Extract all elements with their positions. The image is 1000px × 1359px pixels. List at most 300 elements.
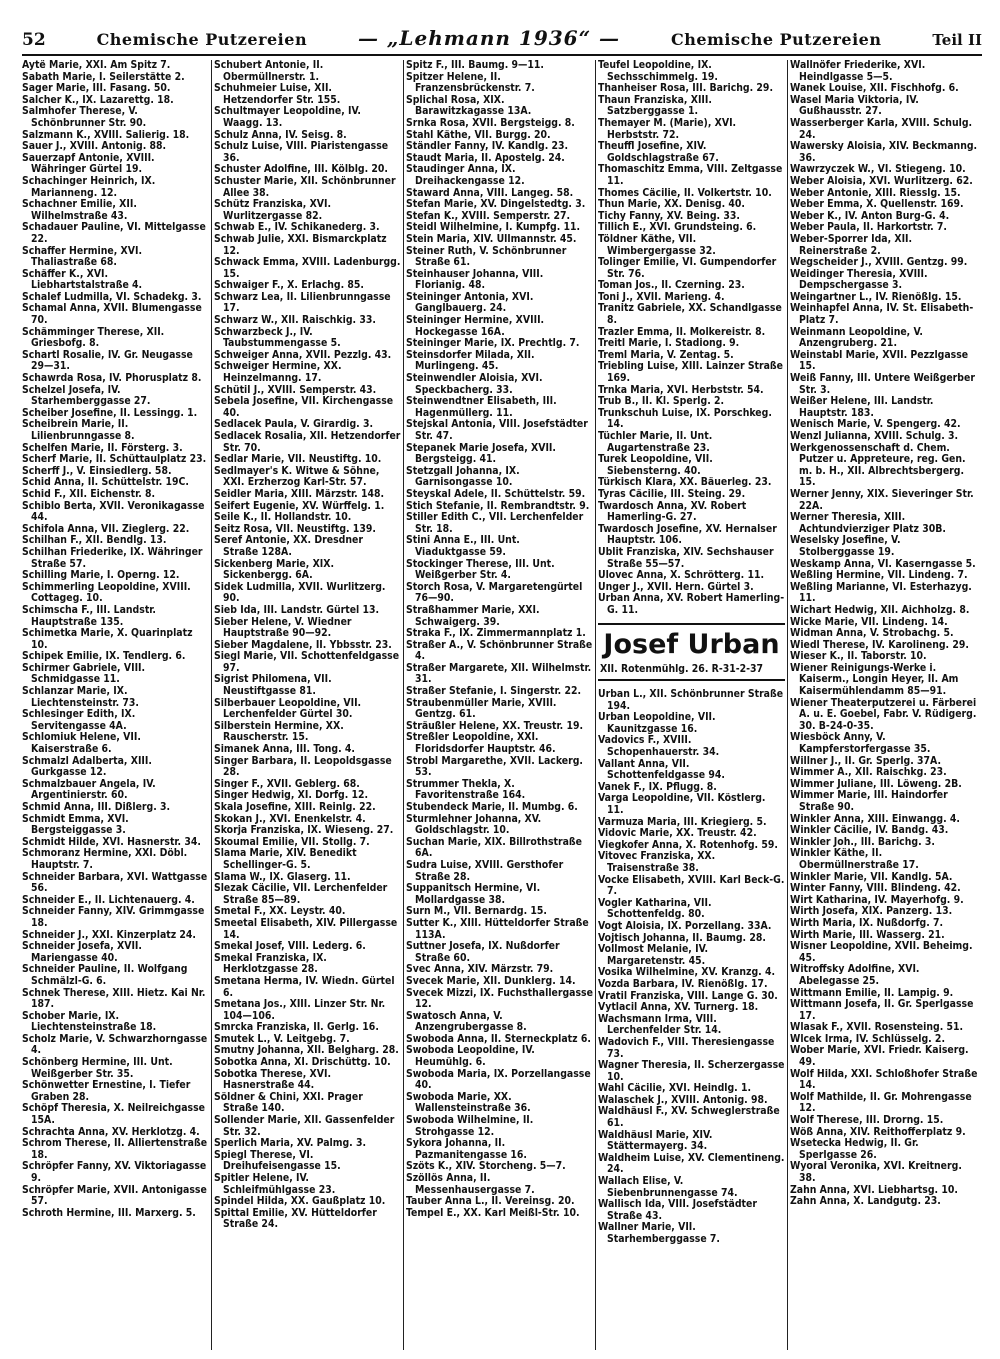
directory-entry: Türkisch Klara, XX. Bäuerleg. 23. [598,476,772,489]
directory-entry: Weingartner L., IV. Rienößlg. 15. [790,290,962,303]
directory-entry: Spittal Emilie, XV. Hütteldorfer Straße 24. [214,1206,377,1231]
directory-entry: Winkler Cäcilie, IV. Bandg. 43. [790,824,949,837]
advert-box [598,623,785,682]
directory-entry: Schubert Antonie, II. Obermüllnerstr. 1. [214,60,324,83]
directory-entry: Sabath Marie, I. Seilerstätte 2. [22,70,185,83]
directory-entry: Steinwendler Aloisia, XVI. Speckbacherg. 33. [406,372,543,396]
directory-entry: Salcher K., IX. Lazarettg. 18. [22,93,174,106]
directory-entry: Spitzer Helene, II. Franzensbrückenstr. 7. [406,70,535,95]
directory-entry: Tyras Cäcilie, III. Steing. 29. [598,487,746,500]
directory-entry: Schröpfer Marie, XVII. Antonigasse 57. [22,1183,207,1208]
directory-entry: Weskamp Anna, VI. Kaserngasse 5. [790,557,976,570]
directory-entry: Smeetal Elisabeth, XIV. Pillergasse 14. [214,916,398,941]
directory-entry: Wolf Mathilde, II. Gr. Mohrengasse 12. [790,1090,972,1115]
directory-entry: Trazler Emma, II. Molkereistr. 8. [598,325,766,338]
directory-entry: Vratil Franziska, VIII. Lange G. 30. [598,989,778,1002]
directory-entry: Schönberg Hermine, III. Unt. Weißgerber Str. 35. [22,1056,173,1080]
directory-entry: Swoboda Maria, IX. Porzellangasse 40. [406,1067,591,1092]
directory-entry: Scherf Marie, II. Schüttaulplatz 23. [22,453,207,466]
directory-entry: Skoumal Emilie, VII. Stollg. 7. [214,835,370,848]
directory-entry: Wanek Louise, XII. Fischhofg. 6. [790,82,959,95]
directory-entry: Sieb Ida, III. Landstr. Gürtel 13. [214,603,380,616]
directory-entry: Weber Emma, X. Quellenstr. 169. [790,198,964,211]
directory-entry: Szöllös Anna, II. Messenhausergasse 7. [406,1172,535,1196]
directory-entry: Salmhofer Therese, V. Schönbrunner Str. 90. [22,105,147,129]
directory-entry: Spiegl Therese, VI. Dreihufeisengasse 15. [214,1148,341,1173]
directory-entry: Wichart Hedwig, XII. Aichholzg. 8. [790,603,970,616]
directory-entry: Walaschek J., XVIII. Antonig. 98. [598,1093,768,1106]
directory-entry: Surn M., VII. Bernardg. 15. [406,905,547,918]
directory-entry: Wyoral Veronika, XVI. Kreitnerg. 38. [790,1160,962,1184]
directory-entry: Schipek Emilie, IX. Tendlerg. 6. [22,650,186,663]
directory-entry: Sutter K., XIII. Hütteldorfer Straße 113A. [406,916,589,941]
directory-entry: Tauber Anna L., II. Vereinsg. 20. [406,1195,575,1208]
directory-entry: Schuhmeier Luise, XII. Hetzendorfer Str. 155. [214,82,341,106]
directory-entry: Urban Anna, XV. Robert Hamerling-G. 11. [598,592,785,616]
directory-entry: Schrachta Anna, XV. Herklotzg. 4. [22,1125,200,1138]
directory-entry: Scherff J., V. Einsiedlerg. 58. [22,464,172,477]
directory-entry: Waldhäusl F., XV. Schweglerstraße 61. [598,1105,780,1130]
directory-entry: Schnek Therese, XIII. Hietz. Kai Nr. 187. [22,986,206,1011]
directory-entry: Staward Anna, VIII. Langeg. 58. [406,186,574,199]
directory-entry: Sturmlehner Johanna, XV. Goldschlagstr. 10. [406,812,542,837]
directory-entry: Schimscha F., III. Landstr. Hauptstraße 135. [22,603,156,628]
directory-entry: Sobotka Therese, XVI. Hasnerstraße 44. [214,1067,332,1092]
directory-entry: Stahl Käthe, VII. Burgg. 20. [406,128,551,141]
directory-entry: Turek Leopoldine, VII. Siebensterng. 40. [598,453,713,477]
directory-entry: Smetana Herma, IV. Wiedn. Gürtel 6. [214,974,395,999]
directory-entry: Wasserberger Karla, XVIII. Schulg. 24. [790,116,973,141]
directory-entry: Tolinger Emilie, VI. Gumpendorfer Str. 76. [598,256,777,280]
directory-entry: Schilling Marie, I. Operng. 12. [22,569,180,582]
directory-entry: Schwarz W., XII. Raischkig. 33. [214,314,376,327]
directory-entry: Vogler Katharina, VII. Schottenfeldg. 80. [598,896,712,921]
directory-entry: Tempel E., XX. Karl Meißl-Str. 10. [406,1206,580,1219]
directory-entry: Schilhan Friederike, IX. Währinger Straße 57. [22,545,203,570]
directory-entry: Straßhammer Marie, XXI. Schwaigerg. 39. [406,603,540,628]
directory-entry: Weidinger Theresia, XVIII. Dempschergasse 3. [790,267,928,292]
directory-entry: Seile K., II. Hollandstr. 10. [214,511,352,524]
advert-name: Josef Urban [603,628,780,660]
directory-entry: Schamal Anna, XVII. Blumengasse 70. [22,302,202,327]
directory-entry: Vallant Anna, VII. Schottenfeldgasse 94. [598,757,725,782]
directory-entry: Seitz Rosa, VII. Neustiftg. 139. [214,522,376,535]
directory-entry: Waldhäusl Marie, XIV. Stättermayerg. 34. [598,1128,713,1153]
directory-entry: Singer Hedwig, XI. Dorfg. 12. [214,789,369,802]
directory-entry: Waldheim Luise, XV. Clementineng. 24. [598,1151,785,1176]
directory-entry: Schämminger Therese, XII. Griesbofg. 8. [22,325,165,350]
directory-entry: Smetal F., XX. Leystr. 40. [214,905,346,918]
directory-entry: Schmalzbauer Angela, IV. Argentinierstr. 60. [22,777,156,802]
directory-entry: Zahn Anna, X. Landgutg. 23. [790,1195,941,1208]
directory-column-3 [404,60,596,1350]
directory-entry: Spitler Helene, IV. Schleifmühlgasse 23. [214,1172,336,1196]
directory-entry: Weißer Helene, III. Landstr. Hauptstr. 183. [790,395,934,419]
directory-entry: Silberstein Hermine, XX. Rauscherstr. 15. [214,719,344,744]
directory-entry: Wiener Theaterputzerei u. Färberei A. u. E. Goebel, Fabr. V. Rüdigerg. 30. B-24-0-35. [790,696,977,732]
directory-entry: Schilhan F., XII. Bendlg. 13. [22,534,167,547]
directory-entry: Wirth Josefa, XIX. Panzerg. 13. [790,905,953,918]
directory-entry: Staudt Maria, II. Apostelg. 24. [406,151,565,164]
page-number: 52 [22,30,46,50]
directory-entry: Wimmer Marie, III. Haindorfer Straße 90. [790,789,948,813]
directory-entry: Wittmann Emilie, II. Lampig. 9. [790,986,954,999]
directory-entry: Smrcka Franziska, II. Gerlg. 16. [214,1021,379,1034]
directory-entry: Siegl Marie, VII. Schottenfeldgasse 97. [214,650,400,674]
directory-entry: Vitovec Franziska, XX. Traisenstraße 38. [598,850,716,874]
directory-entry: Twardosch Anna, XV. Robert Hamerling-G. 27. [598,499,747,524]
directory-entry: Schönwetter Ernestine, I. Tiefer Graben 28. [22,1079,191,1103]
directory-entry: Straßer Stefanie, I. Singerstr. 22. [406,685,582,698]
directory-entry: Schneider Barbara, XVI. Wattgasse 56. [22,870,208,895]
directory-entry: Wlasak F., XVII. Rosensteing. 51. [790,1021,964,1034]
directory-entry: Schelzel Josefa, IV. Starhemberggasse 27. [22,383,151,408]
directory-entry: Wicke Marie, VII. Lindeng. 14. [790,615,948,628]
directory-entry: Wegscheider J., XVIII. Gentzg. 99. [790,256,968,269]
directory-entry: Simanek Anna, III. Tong. 4. [214,743,355,756]
directory-entry: Urban Leopoldine, VII. Kaunitzgasse 16. [598,711,716,735]
directory-entry: Widman Anna, V. Strobachg. 5. [790,627,954,640]
directory-entry: Wittmann Josefa, II. Gr. Sperlgasse 17. [790,998,974,1022]
directory-entry: Storch Rosa, V. Margaretengürtel 76—90. [406,580,583,605]
directory-entry: Steinhauser Johanna, VIII. Florianig. 48. [406,267,544,292]
directory-entry: Wahl Cäcilie, XVI. Heindlg. 1. [598,1082,752,1095]
directory-entry: Wolf Therese, III. Drorng. 15. [790,1114,944,1127]
directory-entry: Sauer J., XVIII. Antonig. 88. [22,140,167,153]
directory-entry: Toni J., XVII. Marieng. 4. [598,290,725,303]
directory-entry: Schalef Ludmilla, VI. Schadekg. 3. [22,290,202,303]
directory-entry: Silberbauer Leopoldine, VII. Lerchenfelder Gürtel 30. [214,696,362,721]
directory-entry: Werkgenossenschaft d. Chem. Putzer u. Appreteure, reg. Gen. m. b. H., XII. Albrechtsbergerg. 15. [790,441,966,489]
directory-entry: Slama Marie, XIV. Benedikt Schellinger-G. 5. [214,847,357,871]
directory-entry: Varmuza Maria, III. Kriegierg. 5. [598,815,767,828]
directory-entry: Tillich E., XVI. Grundsteing. 6. [598,221,757,234]
directory-entry: Swoboda Marie, XX. Wallensteinstraße 36. [406,1090,531,1115]
directory-entry: Svecek Mizzi, IX. Fuchsthallergasse 12. [406,986,593,1011]
directory-entry: Strobl Margarethe, XVII. Lackerg. 53. [406,754,583,779]
section-title-right: Chemische Putzereien [670,30,882,49]
directory-entry: Vadovics F., XVIII. Schopenhauerstr. 34. [598,734,720,759]
directory-entry: Schmoranz Hermine, XXI. Döbl. Hauptstr. 7. [22,847,188,871]
directory-entry: Trnka Maria, XVI. Herbststr. 54. [598,383,764,396]
directory-column-5 [788,60,980,1350]
directory-entry: Töldner Käthe, VII. Wimbergergasse 32. [598,232,716,257]
directory-entry: Slama W., IX. Glaserg. 11. [214,870,351,883]
advert-address: XII. Rotenmühlg. 26. R-31-2-37 [600,662,763,675]
directory-entry: Stich Stefanie, II. Rembrandtstr. 9. [406,499,590,512]
directory-entry: Steininger Hermine, XVIII. Hockegasse 16A. [406,314,545,338]
directory-entry: Weinmann Leopoldine, V. Anzengruberg. 21. [790,325,923,350]
directory-entry: Schröpfer Fanny, XV. Viktoriagasse 9. [22,1160,207,1184]
directory-entry: Schwab E., IV. Schikanederg. 3. [214,221,380,234]
directory-entry: Sträußler Helene, XX. Treustr. 19. [406,719,584,732]
directory-entry: Sickenberg Marie, XIX. Sickenbergg. 6A. [214,557,335,582]
directory-entry: Schütil J., XVIII. Semperstr. 43. [214,383,377,396]
directory-entry: Schifola Anna, VII. Zieglerg. 22. [22,522,190,535]
directory-entry: Steinsdorfer Milada, XII. Murlingeng. 45. [406,348,535,373]
directory-entry: Sieber Magdalene, II. Ybbsstr. 23. [214,638,392,651]
directory-entry: Swoboda Anna, II. Sterneckplatz 6. [406,1032,591,1045]
directory-entry: Straßer Margarete, XII. Wilhelmstr. 31. [406,661,592,686]
directory-entry: Toman Jos., II. Czerning. 23. [598,279,745,292]
directory-entry: Smutek L., V. Leitgebg. 7. [214,1032,350,1045]
directory-entry: Wirt Katharina, IV. Mayerhofg. 9. [790,893,964,906]
directory-entry: Wallach Elise, V. Siebenbrunnengasse 74. [598,1175,738,1199]
directory-entry: Weinstabl Marie, XVII. Pezzlgasse 15. [790,348,969,373]
directory-entry: Schneider Pauline, II. Wolfgang Schmälzl-G. 6. [22,963,188,987]
directory-entry: Treitl Marie, I. Stadiong. 9. [598,337,740,350]
directory-entry: Werner Jenny, XIX. Sieveringer Str. 22A. [790,487,974,512]
directory-entry: Wenzl Julianna, XVIII. Schulg. 3. [790,430,959,442]
directory-entry: Steinwendtner Elisabeth, III. Hagenmüllerg. 11. [406,395,557,419]
directory-entry: Schroth Hermine, III. Marxerg. 5. [22,1206,196,1219]
directory-entry: Weber K., IV. Anton Burg-G. 4. [790,209,950,222]
directory-entry: Schmidt Hilde, XVI. Hasnerstr. 34. [22,835,201,848]
directory-entry: Schartl Rosalie, IV. Gr. Neugasse 29—31. [22,348,193,373]
directory-entry: Schrom Therese, II. Alliertenstraße 18. [22,1137,208,1161]
directory-entry: Twardosch Josefine, XV. Hernalser Hauptstr. 106. [598,522,777,547]
directory-entry: Schäffer K., XVI. Liebhartstalstraße 4. [22,267,143,292]
directory-entry: Triebling Luise, XIII. Lainzer Straße 169. [598,360,784,385]
directory-entry: Willner J., II. Gr. Sperlg. 37A. [790,754,942,767]
directory-entry: Thanheiser Rosa, III. Barichg. 29. [598,82,773,95]
directory-entry: Suchan Marie, XIX. Billrothstraße 6A. [406,835,582,860]
directory-entry: Varga Leopoldine, VII. Köstlerg. 11. [598,792,766,817]
directory-entry: Stepanek Marie Josefa, XVII. Bergsteigg. 41. [406,441,556,466]
directory-entry: Schweiger Anna, XVII. Pezzlg. 43. [214,348,392,361]
directory-entry: Thun Marie, XX. Denisg. 40. [598,198,745,211]
directory-entry: Sebela Josefine, VII. Kirchengasse 40. [214,395,394,419]
directory-entry: Sobotka Anna, XI. Drischüttg. 10. [214,1056,391,1069]
directory-entry: Schütz Franziska, XVI. Wurlitzergasse 82. [214,198,332,222]
directory-entry: Schneider Josefa, XVII. Mariengasse 40. [22,940,142,964]
directory-entry: Schultmayer Leopoldine, IV. Waagg. 13. [214,105,361,129]
directory-entry: Schachinger Heinrich, IX. Marianneng. 12. [22,174,156,199]
directory-entry: Sperlich Maria, XV. Palmg. 3. [214,1137,367,1150]
directory-entry: Wober Marie, XVI. Friedr. Kaiserg. 49. [790,1044,969,1069]
directory-entry: Schimetka Marie, X. Quarinplatz 10. [22,627,193,651]
directory-entry: Wallner Marie, VII. Starhemberggasse 7. [598,1221,720,1245]
directory-entry: Vanek F., IX. Pflugg. 8. [598,780,717,793]
directory-entry: Wöß Anna, XIV. Reithofferplatz 9. [790,1125,966,1138]
directory-entry: Stubendeck Marie, II. Mumbg. 6. [406,801,578,813]
directory-entry: Wiedl Therese, IV. Karolineng. 29. [790,638,969,651]
directory-entry: Schwaiger F., X. Erlachg. 85. [214,279,364,292]
directory-entry: Schwarzbeck J., IV. Taubstummengasse 5. [214,325,341,350]
directory-entry: Steininger Marie, IX. Prechtlg. 7. [406,337,580,350]
directory-entry: Winkler Anna, XIII. Einwangg. 4. [790,812,960,825]
directory-entry: Ublit Franziska, XIV. Sechshauser Straße 55—57. [598,545,774,570]
directory-entry: Schwack Emma, XVIII. Ladenburgg. 15. [214,256,401,280]
directory-entry: Seidler Maria, XIII. Märzstr. 148. [214,487,385,500]
directory-entry: Steininger Antonia, XVI. Ganglbauerg. 24. [406,290,534,315]
directory-entry: Skorja Franziska, IX. Wieseng. 27. [214,824,394,837]
directory-entry: Smekal Josef, VIII. Lederg. 6. [214,940,366,953]
directory-entry: Schneider Fanny, XIV. Grimmgasse 18. [22,905,205,929]
directory-entry: Schneider J., XXI. Kinzerplatz 24. [22,928,196,941]
directory-entry: Swoboda Wilhelmine, II. Strohgasse 12. [406,1114,534,1138]
directory-entry: Weßling Hermine, VII. Lindeng. 7. [790,569,968,582]
directory-entry: Wimmer Juliane, III. Löweng. 2B. [790,777,962,790]
directory-entry: Zahn Anna, XVI. Liebhartsg. 10. [790,1183,958,1196]
directory-entry: Theuffl Josefine, XIV. Goldschlagstraße 67. [598,140,719,164]
directory-entry: Urban L., XII. Schönbrunner Straße 194. [598,688,784,712]
directory-entry: Sedlar Marie, VII. Neustiftg. 10. [214,453,382,466]
directory-entry: Wsetecka Hedwig, II. Gr. Sperlgasse 26. [790,1137,919,1161]
directory-entry: Srnka Rosa, XVII. Bergsteigg. 8. [406,116,575,129]
directory-entry: Wieser K., II. Taborstr. 10. [790,650,927,663]
directory-entry: Straubenmüller Marie, XVIII. Gentzg. 61. [406,696,557,721]
directory-column-1 [20,60,212,1350]
directory-entry: Spitz F., III. Baumg. 9—11. [406,60,544,71]
directory-entry: Wawersky Aloisia, XIV. Beckmanng. 36. [790,140,978,164]
directory-column-4 [596,60,788,1350]
directory-entry: Svecek Marie, XII. Dunklerg. 14. [406,974,576,987]
directory-entry: Smetana Jos., XIII. Linzer Str. Nr. 104—106. [214,998,386,1022]
directory-entry: Sieber Helene, V. Wiedner Hauptstraße 90—92. [214,615,352,640]
directory-entry: Smekal Franziska, IX. Herklotzgasse 28. [214,951,327,976]
directory-columns [20,60,980,1350]
directory-entry: Wachsmann Irma, VIII. Lerchenfelder Str. 14. [598,1012,722,1037]
directory-entry: Vozda Barbara, IV. Rienößlg. 17. [598,977,768,990]
directory-entry: Splichal Rosa, XIX. Barawitzkagasse 13A. [406,93,532,118]
directory-entry: Streßler Leopoldine, XXI. Floridsdorfer Hauptstr. 46. [406,731,556,756]
directory-entry: Schuster Marie, XII. Schönbrunner Allee 38. [214,174,396,199]
directory-entry: Sudra Luise, XVIII. Gersthofer Straße 28. [406,858,564,883]
directory-entry: Unger J., XVII. Hern. Gürtel 3. [598,580,754,593]
directory-entry: Teufel Leopoldine, IX. Sechsschimmelg. 19. [598,60,718,83]
directory-entry: Viegkofer Anna, X. Rotenhofg. 59. [598,838,778,851]
directory-entry: Wiener Reinigungs-Werke i. Kaiserm., Longin Heyer, II. Am Kaisermühlendamm 85—91. [790,661,959,698]
directory-entry: Strummer Thekla, X. Favoritenstraße 164. [406,777,526,802]
directory-entry: Tichy Fanny, XV. Being. 33. [598,209,740,222]
directory-entry: Stiller Edith C., VII. Lerchenfelder Str. 18. [406,511,584,535]
directory-entry: Seref Antonie, XX. Dresdner Straße 128A. [214,534,363,558]
directory-entry: Schelfen Marie, II. Försterg. 3. [22,441,183,454]
header-rule [22,54,982,56]
directory-entry: Skokan J., XVI. Enenkelstr. 4. [214,812,366,825]
directory-entry: Wallisch Ida, VIII. Josefstädter Straße 43. [598,1198,757,1222]
directory-entry: Wisner Leopoldine, XVII. Beheimg. 45. [790,940,973,964]
directory-entry: Weber-Sporrer Ida, XII. Reinerstraße 2. [790,232,913,257]
directory-entry: Straßer A., V. Schönbrunner Straße 4. [406,638,593,663]
directory-entry: Weber Paula, II. Harkortstr. 7. [790,221,947,234]
directory-entry: Wimmer A., XII. Raischkg. 23. [790,766,947,779]
directory-entry: Werner Theresia, XIII. Achtundvierziger Platz 30B. [790,511,946,535]
directory-entry: Sager Marie, III. Fasang. 50. [22,82,171,95]
directory-entry: Straka F., IX. Zimmermannplatz 1. [406,627,586,640]
directory-entry: Themayer M. (Marie), XVI. Herbststr. 72. [598,116,737,141]
directory-entry: Skala Josefine, XIII. Reinlg. 22. [214,801,376,813]
directory-entry: Sauerzapf Antonie, XVIII. Währinger Gürtel 19. [22,151,155,176]
directory-entry: Wirth Marie, III. Wasserg. 21. [790,928,945,941]
directory-entry: Schulz Anna, IV. Seisg. 8. [214,128,347,141]
directory-entry: Thomaschitz Emma, VIII. Zeltgasse 11. [598,163,783,187]
directory-entry: Aytë Marie, XXI. Am Spitz 7. [22,60,171,71]
directory-entry: Weinhapfel Anna, IV. St. Elisabeth-Platz 7. [790,302,974,327]
directory-entry: Weber Antonie, XIII. Riesslg. 15. [790,186,961,199]
directory-entry: Steidl Wilhelmine, I. Kumpfg. 11. [406,221,581,234]
directory-entry: Sykora Johanna, II. Pazmanitengasse 16. [406,1137,527,1161]
directory-entry: Suttner Josefa, IX. Nußdorfer Straße 60. [406,940,560,964]
directory-entry: Singer F., XVII. Geblerg. 68. [214,777,360,790]
directory-entry: Sedlacek Rosalia, XII. Hetzendorfer Str. 70. [214,430,401,454]
directory-entry: Schöpf Theresia, X. Neilreichgasse 15A. [22,1102,205,1127]
directory-entry: Schmidt Emma, XVI. Bergsteiggasse 3. [22,812,129,837]
directory-entry: Schirmer Gabriele, VIII. Schmidgasse 11. [22,661,146,686]
directory-entry: Thaun Franziska, XIII. Satzberggasse 1. [598,93,712,118]
directory-entry: Schid F., XII. Eichenstr. 8. [22,487,156,500]
directory-entry: Swatosch Anna, V. Anzengrubergasse 8. [406,1009,527,1034]
directory-entry: Schober Marie, IX. Liechtensteinstraße 18. [22,1009,157,1034]
directory-entry: Stockinger Therese, III. Unt. Weißgerber Str. 4. [406,557,555,582]
directory-entry: Svec Anna, XIV. Märzstr. 79. [406,963,554,976]
directory-entry: Weselsky Josefine, V. Stolberggasse 19. [790,534,901,558]
directory-entry: Wadovich F., VIII. Theresiengasse 73. [598,1035,775,1060]
directory-entry: Tüchler Marie, II. Unt. Augartenstraße 23. [598,430,713,454]
directory-entry: Trub B., II. Kl. Sperlg. 2. [598,395,725,408]
directory-entry: Schaffer Hermine, XVI. Thaliastraße 68. [22,244,143,269]
directory-entry: Schmalzl Adalberta, XIII. Gurkgasse 12. [22,754,152,779]
directory-entry: Wlcek Irma, IV. Schlüsselg. 2. [790,1032,945,1045]
directory-entry: Suppanitsch Hermine, VI. Mollardgasse 38. [406,882,541,906]
directory-entry: Vytlacil Anna, XV. Turnerg. 18. [598,1001,759,1014]
directory-entry: Singer Barbara, II. Leopoldsgasse 28. [214,754,392,779]
directory-entry: Schachner Emilie, XII. Wilhelmstraße 43. [22,198,137,222]
directory-entry: Schwab Julie, XXI. Bismarckplatz 12. [214,232,387,257]
directory-entry: Wallnöfer Friederike, XVI. Heindlgasse 5—5. [790,60,926,83]
directory-entry: Sedlmayer's K. Witwe & Söhne, XXI. Erzherzog Karl-Str. 57. [214,464,380,489]
directory-entry: Winkler Marie, VII. Kandlg. 5A. [790,870,953,883]
directory-entry: Stejskal Antonia, VIII. Josefstädter Str. 47. [406,418,588,442]
directory-entry: Slezak Cäcilie, VII. Lerchenfelder Straße 85—89. [214,882,388,906]
directory-entry: Wolf Hilda, XXI. Schloßhofer Straße 14. [790,1067,978,1092]
directory-entry: Schiblo Berta, XVII. Veronikagasse 44. [22,499,205,524]
directory-entry: Wiesböck Anny, V. Kampferstorfergasse 35. [790,731,931,756]
page-header [22,26,982,52]
directory-entry: Sollender Marie, XII. Gassenfelder Str. 32. [214,1114,395,1138]
directory-entry: Ulovec Anna, X. Schrötterg. 11. [598,569,765,582]
directory-entry: Stetzgall Johanna, IX. Garnisongasse 10. [406,464,520,489]
directory-entry: Schadauer Pauline, VI. Mittelgasse 22. [22,221,206,245]
directory-entry: Vosika Wilhelmine, XV. Kranzg. 4. [598,966,776,979]
directory-entry: Schmid Anna, III. Dißlerg. 3. [22,801,171,813]
directory-entry: Thomes Cäcilie, II. Volkertstr. 10. [598,186,772,199]
directory-entry: Seifert Eugenie, XV. Würffelg. 1. [214,499,385,512]
directory-entry: Steiner Ruth, V. Schönbrunner Straße 61. [406,244,567,269]
directory-entry: Vogt Aloisia, IX. Porzellang. 33A. [598,919,772,932]
directory-entry: Spindel Hilda, XX. Gaußplatz 10. [214,1195,386,1208]
directory-entry: Sigrist Philomena, VII. Neustiftgasse 81. [214,673,332,698]
directory-entry: Salzmann K., XVIII. Salierig. 18. [22,128,190,141]
directory-entry: Treml Maria, V. Zentag. 5. [598,348,734,361]
directory-entry: Staudinger Anna, IX. Dreihackengasse 12. [406,163,525,187]
directory-entry: Winkler Joh., III. Barichg. 3. [790,835,935,848]
directory-entry: Witroffsky Adolfine, XVI. Abelegasse 25. [790,963,920,987]
directory-entry: Smutny Johanna, XII. Belgharg. 28. [214,1044,399,1057]
directory-entry: Schimmerling Leopoldine, XVIII. Cottageg. 10. [22,580,191,605]
directory-entry: Wawrzyczek W., VI. Stiegeng. 10. [790,163,966,176]
directory-entry: Sedlacek Paula, V. Girardig. 3. [214,418,374,431]
directory-entry: Schawrda Rosa, IV. Phorusplatz 8. [22,372,202,385]
directory-entry: Wagner Theresia, II. Scherzergasse 10. [598,1059,785,1083]
directory-entry: Stini Anna E., III. Unt. Viaduktgasse 59. [406,534,520,558]
directory-entry: Weber Aloisia, XVI. Wurlitzerg. 62. [790,174,973,187]
directory-entry: Winter Fanny, VIII. Blindeng. 42. [790,882,961,895]
directory-entry: Schlanzar Marie, IX. Liechtensteinstr. 73. [22,685,139,709]
directory-entry: Szöts K., XIV. Storcheng. 5—7. [406,1160,566,1173]
directory-entry: Schwarz Lea, II. Lilienbrunngasse 17. [214,290,391,315]
